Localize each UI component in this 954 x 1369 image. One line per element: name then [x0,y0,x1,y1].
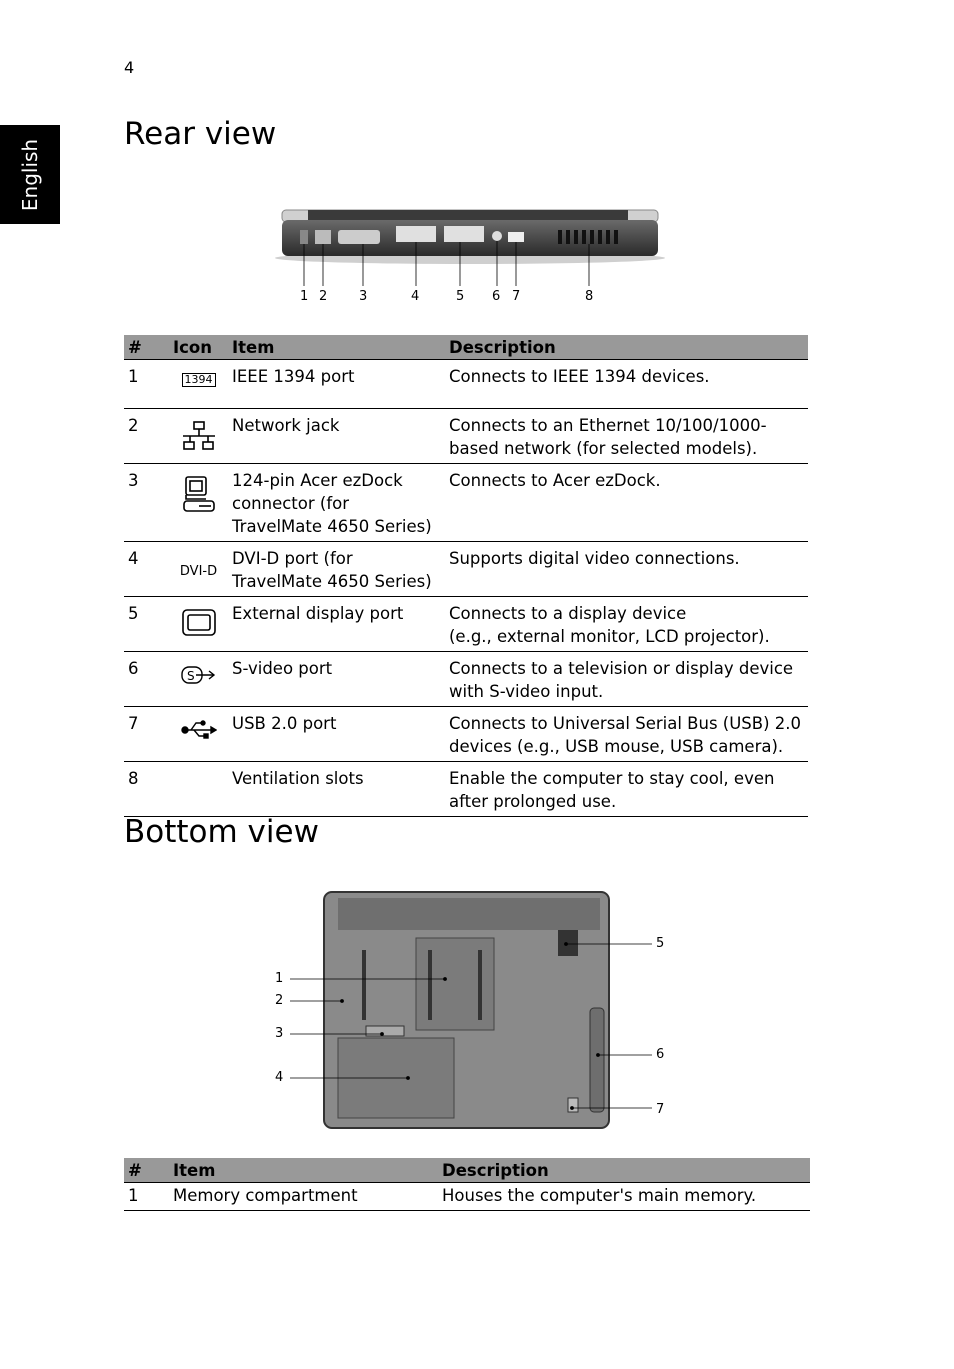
callout-1: 1 [275,971,284,986]
row-item: DVI-D port (for TravelMate 4650 Series) [228,542,445,597]
row-num: 8 [124,762,169,817]
row-item: USB 2.0 port [228,707,445,762]
row-description: Houses the computer's main memory. [438,1183,810,1211]
page-number: 4 [124,58,135,77]
callout-6: 6 [492,289,501,304]
table-header-row [124,335,808,360]
bottom-view-callouts [270,930,680,1120]
row-item: IEEE 1394 port [228,360,445,409]
callout-6: 6 [656,1047,665,1062]
callout-3: 3 [359,289,368,304]
table-row [124,597,808,652]
rear-view-table [124,335,808,817]
row-num: 3 [124,464,169,542]
row-description: Connects to a television or display device with S-video input. [445,652,808,707]
callout-4: 4 [275,1070,284,1085]
row-item: External display port [228,597,445,652]
rear-view-callouts [270,289,670,305]
header-item: Item [169,1158,438,1183]
header-description: Description [445,335,808,360]
table-row [124,707,808,762]
table-row [124,652,808,707]
external-display-icon [181,608,217,638]
row-description: Connects to IEEE 1394 devices. [445,360,808,409]
language-tab [0,125,60,224]
row-num: 4 [124,542,169,597]
usb-icon [181,718,217,740]
callout-1: 1 [300,289,309,304]
table-header-row [124,1158,810,1183]
table-row [124,409,808,464]
row-description: Connects to Universal Serial Bus (USB) 2.0 devices (e.g., USB mouse, USB camera). [445,707,808,762]
ieee1394-icon: 1394 [182,373,216,387]
callout-4: 4 [411,289,420,304]
language-tab-label: English [18,138,42,212]
rear-view-title: Rear view [124,116,277,152]
table-row [124,762,808,817]
row-description: Enable the computer to stay cool, even after prolonged use. [445,762,808,817]
header-num: # [124,1158,169,1183]
row-item: Ventilation slots [228,762,445,817]
table-row [124,360,808,409]
row-item: Memory compartment [169,1183,438,1211]
dvi-d-icon: DVI-D [179,564,218,579]
row-item: S-video port [228,652,445,707]
callout-5: 5 [456,289,465,304]
row-num: 7 [124,707,169,762]
row-num: 1 [124,1183,169,1211]
table-row [124,1183,810,1211]
table-row [124,464,808,542]
header-icon: Icon [169,335,228,360]
callout-5: 5 [656,936,665,951]
row-description: Supports digital video connections. [445,542,808,597]
callout-3: 3 [275,1026,284,1041]
callout-2: 2 [319,289,328,304]
row-num: 6 [124,652,169,707]
row-item: Network jack [228,409,445,464]
row-num: 1 [124,360,169,409]
callout-7: 7 [512,289,521,304]
header-item: Item [228,335,445,360]
header-num: # [124,335,169,360]
row-description: Connects to an Ethernet 10/100/1000- based network (for selected models). [445,409,808,464]
table-row [124,542,808,597]
ezdock-icon [181,475,217,515]
bottom-view-title: Bottom view [124,814,319,850]
callout-8: 8 [585,289,594,304]
s-video-icon [180,663,218,687]
row-description: Connects to Acer ezDock. [445,464,808,542]
bottom-view-table [124,1158,810,1211]
row-num: 2 [124,409,169,464]
callout-2: 2 [275,993,284,1008]
svg-text:S: S [186,669,195,683]
callout-7: 7 [656,1102,665,1117]
header-description: Description [438,1158,810,1183]
network-icon [181,420,217,452]
row-num: 5 [124,597,169,652]
row-description: Connects to a display device (e.g., external monitor, LCD projector). [445,597,808,652]
row-item: 124-pin Acer ezDock connector (for TravelMate 4650 Series) [228,464,445,542]
